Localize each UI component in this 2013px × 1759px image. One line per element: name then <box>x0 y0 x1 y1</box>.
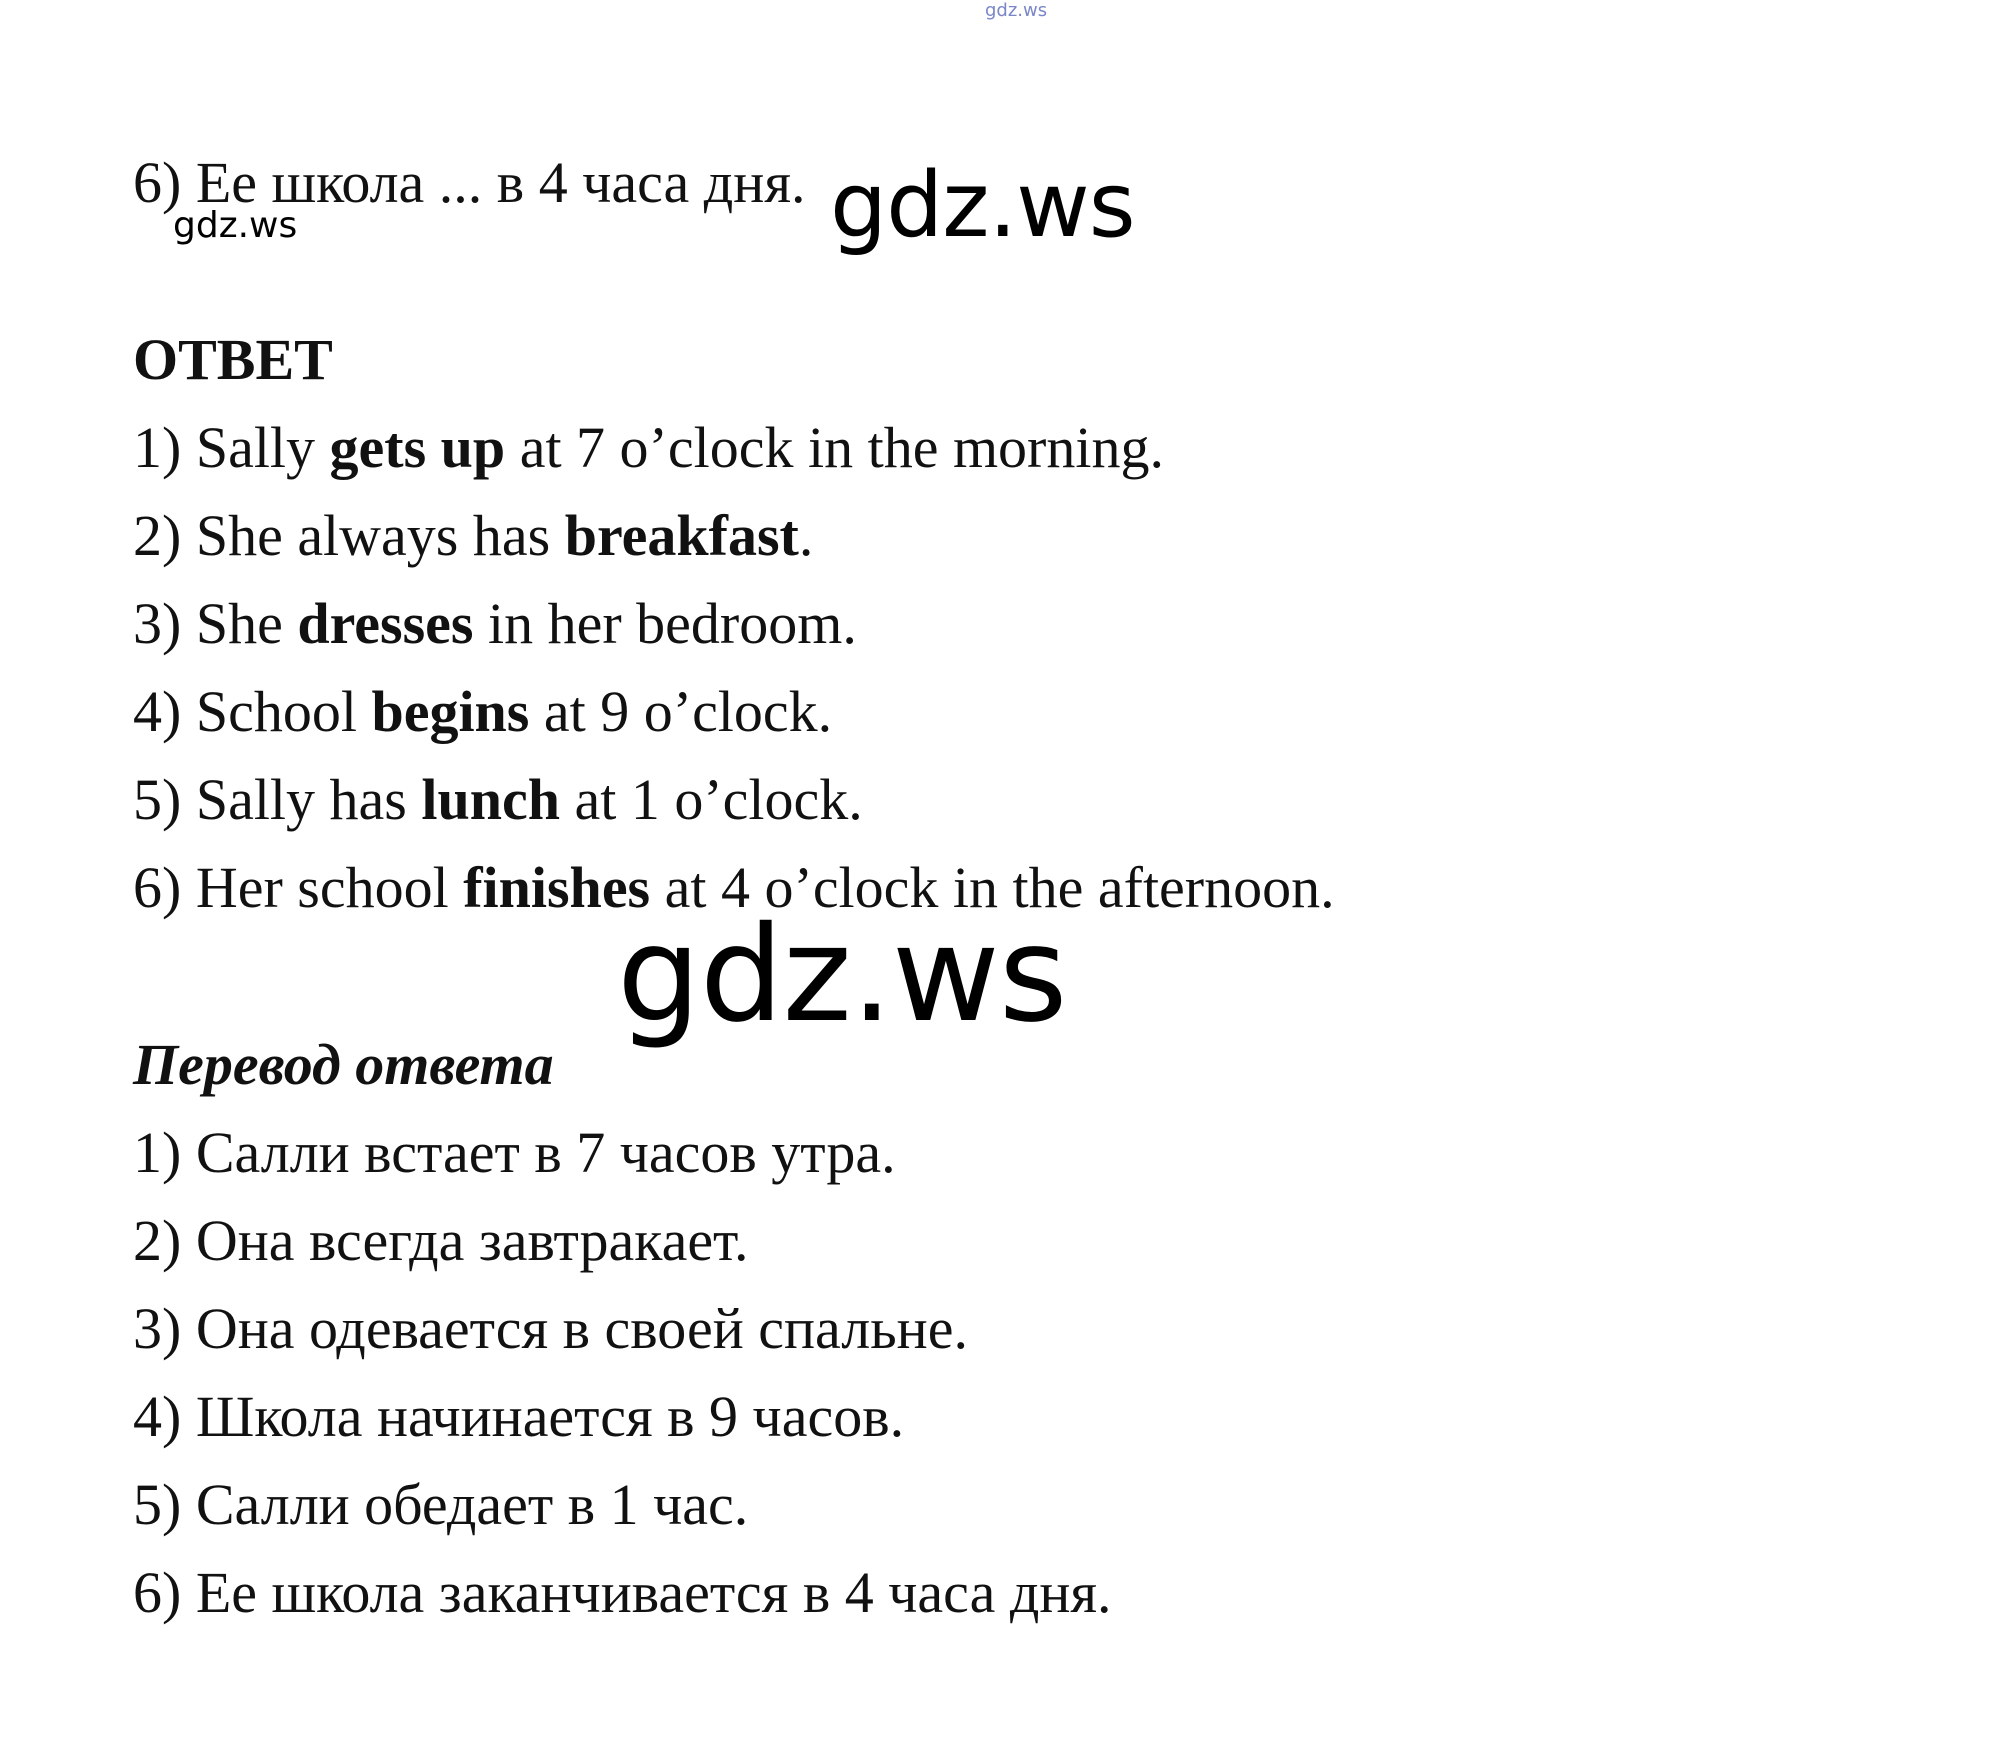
translation-item: 4) Школа начинается в 9 часов. <box>133 1384 905 1449</box>
question-line: 6) Ее школа ... в 4 часа дня. <box>133 150 806 215</box>
translation-heading: Перевод ответа <box>133 1032 554 1097</box>
watermark-big: gdz.ws <box>617 898 1067 1052</box>
translation-item: 5) Салли обедает в 1 час. <box>133 1472 749 1537</box>
translation-item: 6) Ее школа заканчивается в 4 часа дня. <box>133 1560 1112 1625</box>
translation-item: 2) Она всегда завтракает. <box>133 1208 749 1273</box>
answer-heading: ОТВЕТ <box>133 327 333 392</box>
answer-item: 5) Sally has lunch at 1 o’clock. <box>133 767 863 832</box>
answer-item: 2) She always has breakfast. <box>133 503 814 568</box>
answer-item: 3) She dresses in her bedroom. <box>133 591 857 656</box>
answer-item: 1) Sally gets up at 7 o’clock in the morning. <box>133 415 1164 480</box>
watermark-mid: gdz.ws <box>830 153 1135 258</box>
answer-item: 6) Her school finishes at 4 o’clock in the afternoon. <box>133 855 1335 920</box>
watermark-top: gdz.ws <box>985 0 1048 21</box>
translation-item: 1) Салли встает в 7 часов утра. <box>133 1120 896 1185</box>
translation-item: 3) Она одевается в своей спальне. <box>133 1296 968 1361</box>
watermark-small: gdz.ws <box>173 205 298 246</box>
answer-item: 4) School begins at 9 o’clock. <box>133 679 833 744</box>
